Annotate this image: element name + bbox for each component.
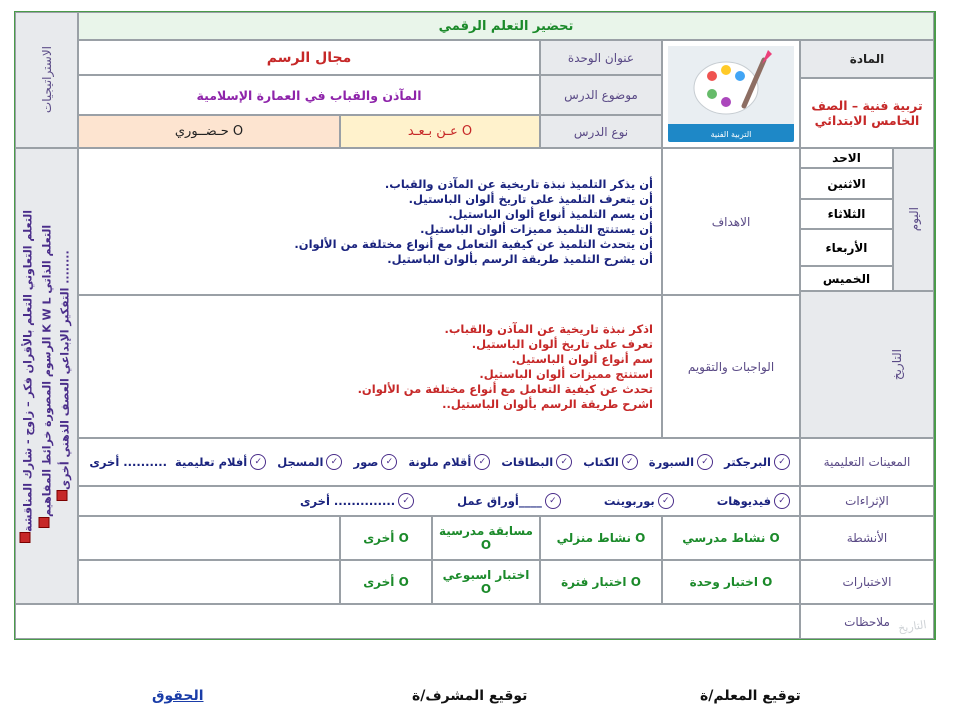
activity-contest-text: مسابقة مدرسية — [439, 524, 533, 538]
aids-content — [78, 438, 800, 486]
test-blank — [78, 560, 340, 604]
goals-label-text: الاهداف — [711, 214, 751, 229]
lesson-label — [540, 75, 662, 115]
test-other-text: أخرى O — [363, 575, 409, 589]
day-thursday[interactable] — [800, 266, 893, 291]
day-wednesday-text: الأربعاء — [825, 240, 868, 255]
day-label: اليوم — [906, 207, 921, 232]
unit-value-text: مجال الرسم — [266, 49, 352, 66]
test-other[interactable] — [340, 560, 432, 604]
check-icon: ✓ — [697, 454, 713, 470]
enrichment-list — [300, 493, 793, 509]
strategies-label: الاستراتيجيات — [39, 46, 54, 114]
day-sunday-text: الاحد — [832, 151, 861, 165]
test-weekly-text: اختبار اسبوعي — [442, 568, 530, 582]
aid-option[interactable]: ✓ أقلام ملونة — [408, 454, 493, 470]
day-wednesday[interactable] — [800, 229, 893, 266]
activities-label-text: الأنشطة — [846, 531, 888, 545]
activity-home-text: نشاط منزلي O — [556, 531, 646, 545]
present-option: حـضــوري O — [174, 124, 244, 139]
check-icon: ✓ — [250, 454, 266, 470]
assessment-label-text: الواجبات والتقويم — [687, 359, 775, 374]
test-weekly[interactable] — [432, 560, 540, 604]
checkbox-icon[interactable] — [39, 517, 50, 528]
teacher-signature: توقيع المعلم/ة — [700, 688, 801, 704]
day-monday-text: الاثنين — [827, 176, 866, 191]
aid-option-other[interactable]: أخرى .......... — [89, 455, 167, 469]
unit-label-text: عنوان الوحدة — [567, 50, 635, 65]
aid-option[interactable]: ✓ صور — [353, 454, 400, 470]
lesson-type-label-text: نوع الدرس — [573, 124, 629, 139]
notes-field[interactable] — [15, 604, 800, 639]
check-icon: ✓ — [774, 454, 790, 470]
assessment-list — [358, 322, 653, 412]
check-icon: ✓ — [545, 493, 561, 509]
check-icon: ✓ — [658, 493, 674, 509]
test-unit[interactable] — [662, 560, 800, 604]
goal-item: أن يتحدث التلميذ عن كيفية التعامل مع أنواع مختلفة من الألوان. — [294, 236, 653, 251]
goals-list — [294, 177, 653, 267]
supervisor-signature: توقيع المشرف/ة — [412, 688, 528, 704]
aid-option[interactable]: ✓ الكتاب — [583, 454, 641, 470]
goal-item: أن يشرح التلميذ طريقة الرسم بألوان الباستيل. — [387, 251, 653, 266]
unit-value — [78, 40, 540, 75]
day-label-cell — [893, 148, 934, 291]
assessment-item: استنتج مميزات ألوان الباستيل. — [479, 366, 653, 381]
day-thursday-text: الخميس — [822, 271, 871, 286]
activity-other[interactable] — [340, 516, 432, 560]
activity-other-text: أخرى O — [363, 531, 409, 545]
aid-option[interactable]: ✓ البطاقات — [501, 454, 575, 470]
goals-content — [78, 148, 662, 295]
activity-contest-radio: O — [480, 538, 492, 552]
activity-blank — [78, 516, 340, 560]
day-tuesday-text: الثلاثاء — [827, 207, 866, 221]
rights-link[interactable]: الحقوق — [152, 688, 204, 704]
check-icon: ✓ — [326, 454, 342, 470]
check-icon: ✓ — [556, 454, 572, 470]
page-title: تحضير التعلم الرقمي — [78, 12, 934, 40]
tests-label-text: الاختبارات — [842, 575, 892, 589]
test-term[interactable] — [540, 560, 662, 604]
check-icon: ✓ — [381, 454, 397, 470]
goal-item: أن يستنتج التلميذ مميزات ألوان الباستيل. — [420, 221, 653, 236]
test-weekly-radio: O — [480, 582, 492, 596]
enrichment-option[interactable]: ✓ أخرى .............. — [300, 493, 417, 509]
subject-label-text: المادة — [849, 52, 885, 66]
strategies-column — [15, 148, 78, 604]
subject-line1: تربية فنية – الصف — [811, 98, 923, 113]
strategies-col2: الرسوم المصورة خرائط المفاهيم K W L التعلم الذاتي — [37, 153, 54, 599]
subject-line2: الخامس الابتدائي — [814, 113, 920, 128]
assessment-item: اذكر نبذة تاريخية عن المآذن والقباب. — [444, 321, 653, 336]
assessment-content — [78, 295, 662, 438]
assessment-item: سم أنواع ألوان الباستيل. — [511, 351, 653, 366]
aids-list — [89, 454, 793, 470]
check-icon: ✓ — [474, 454, 490, 470]
tests-label — [800, 560, 934, 604]
day-sunday[interactable] — [800, 148, 893, 168]
checkbox-icon[interactable] — [57, 490, 68, 501]
enrichment-label — [800, 486, 934, 516]
day-tuesday[interactable] — [800, 199, 893, 229]
check-icon: ✓ — [774, 493, 790, 509]
subject-image-cell — [662, 40, 800, 148]
strategies-col1: التعلم التعاوني التعلم بالأقران فكر – زاوج - شارك المناقشة — [18, 153, 35, 599]
palette-icon — [668, 46, 794, 124]
assessment-item: تحدث عن كيفية التعامل مع أنواع مختلفة من الألوان. — [357, 381, 653, 396]
test-term-text: اختبار فترة O — [561, 575, 641, 589]
lesson-type-label — [540, 115, 662, 148]
checkbox-icon[interactable] — [20, 532, 31, 543]
test-unit-text: اختبار وحدة O — [689, 575, 773, 589]
strategies-columns — [18, 153, 72, 599]
enrichment-content — [78, 486, 800, 516]
date-label-cell — [800, 291, 934, 438]
goal-item: أن يسم التلميذ أنواع ألوان الباستيل. — [448, 206, 653, 221]
notes-label-text: ملاحظات — [844, 614, 890, 629]
aid-option[interactable]: ✓ البرجكتر — [724, 454, 793, 470]
check-icon: ✓ — [622, 454, 638, 470]
day-monday[interactable] — [800, 168, 893, 199]
goal-item: أن يتعرف التلميذ على تاريخ ألوان الباستيل. — [408, 191, 653, 206]
check-icon: ✓ — [398, 493, 414, 509]
assessment-label — [662, 295, 800, 438]
art-education-image — [668, 46, 794, 142]
lesson-type-remote[interactable] — [340, 115, 540, 148]
goal-item: أن يذكر التلميذ نبذة تاريخية عن المآذن والقباب. — [384, 176, 653, 191]
aid-option[interactable]: ✓ السبورة — [649, 454, 716, 470]
lesson-label-text: موضوع الدرس — [564, 88, 638, 102]
lesson-value — [78, 75, 540, 115]
watermark: التاريخ — [897, 618, 928, 635]
aids-label-text: المعينات التعليمية — [823, 455, 911, 469]
subject-value — [800, 78, 934, 148]
lesson-type-present[interactable] — [78, 115, 340, 148]
aids-label — [800, 438, 934, 486]
activities-label — [800, 516, 934, 560]
activity-school[interactable] — [662, 516, 800, 560]
goals-label — [662, 148, 800, 295]
strategies-col3: التفكير الإبداعي العصف الذهني أخرى ........ — [55, 153, 72, 599]
assessment-item: اشرح طريقة الرسم بألوان الباستيل.. — [442, 396, 653, 411]
enrichment-label-text: الإثراءات — [845, 494, 889, 508]
activity-school-text: نشاط مدرسي O — [682, 531, 780, 545]
unit-label — [540, 40, 662, 75]
enrichment-option[interactable]: ✓ أوراق عمل____ — [457, 493, 564, 509]
activity-contest[interactable] — [432, 516, 540, 560]
enrichment-option[interactable]: ✓ بوربوينت — [604, 493, 677, 509]
strategies-label-cell — [15, 12, 78, 148]
enrichment-option[interactable]: ✓ فيديوهات — [717, 493, 793, 509]
aid-option[interactable]: ✓ المسجل — [277, 454, 345, 470]
date-label: التاريخ — [890, 348, 904, 381]
assessment-item: تعرف على تاريخ ألوان الباستيل. — [471, 336, 653, 351]
activity-home[interactable] — [540, 516, 662, 560]
aid-option[interactable]: ✓ أفلام تعليمية — [175, 454, 269, 470]
image-caption: التربية الفنية — [710, 130, 752, 139]
lesson-value-text: المآذن والقباب في العمارة الإسلامية — [196, 87, 422, 103]
remote-option: عـن بـعـد O — [407, 124, 473, 139]
subject-label — [800, 40, 934, 78]
